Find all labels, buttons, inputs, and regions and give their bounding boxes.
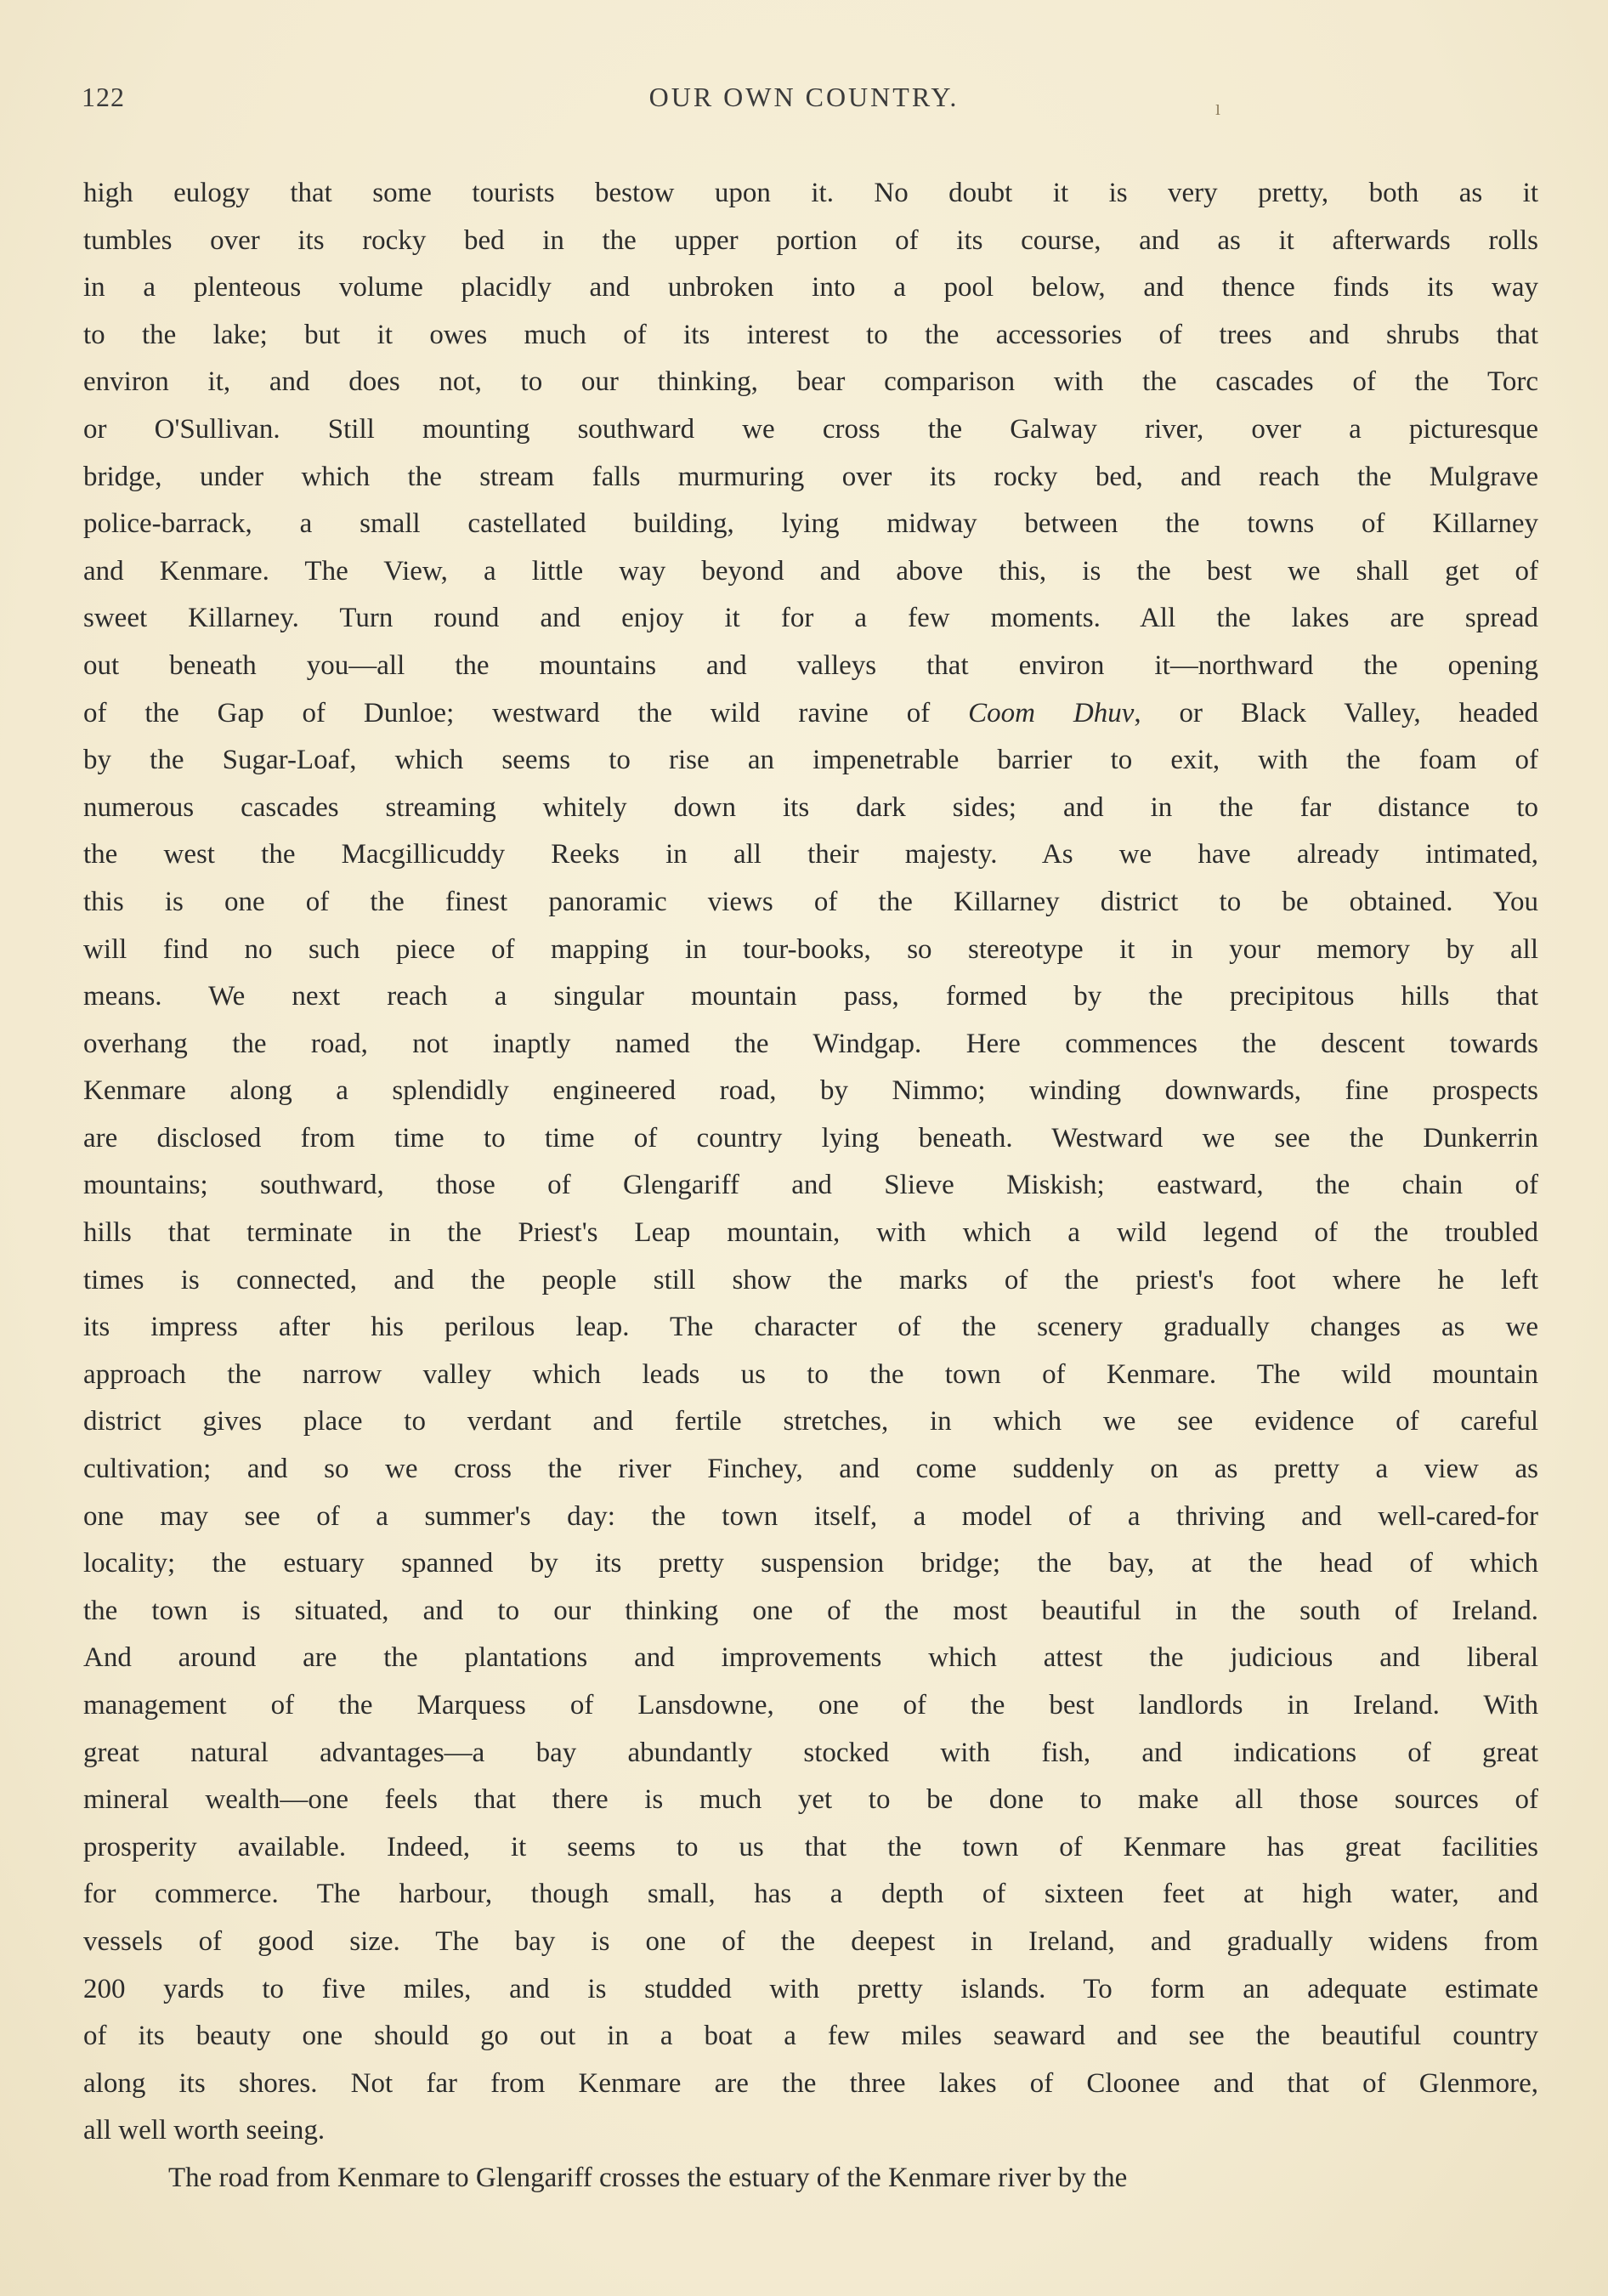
text-line: hills that terminate in the Priest's Leap mountain, with which a wild legend of the troubled: [83, 1217, 1538, 1249]
text-line: Kenmare along a splendidly engineered road, by Nimmo; winding downwards, fine prospects: [83, 1075, 1538, 1107]
text-line: overhang the road, not inaptly named the Windgap. Here commences the descent towards: [83, 1028, 1538, 1059]
text-line: in a plenteous volume placidly and unbroken into a pool below, and thence finds its way: [83, 272, 1538, 303]
text-line: district gives place to verdant and fertile stretches, in which we see evidence of careful: [83, 1406, 1538, 1437]
text-line: police-barrack, a small castellated building, lying midway between the towns of Killarney: [83, 508, 1538, 540]
text-line: the west the Macgillicuddy Reeks in all their majesty. As we have already intimated,: [83, 839, 1538, 870]
text-line: or O'Sullivan. Still mounting southward we cross the Galway river, over a picturesque: [83, 413, 1538, 445]
text-line: out beneath you—all the mountains and valleys that environ it—northward the opening: [83, 649, 1538, 681]
text-line: sweet Killarney. Turn round and enjoy it for a few moments. All the lakes are spread: [83, 603, 1538, 634]
text-line: numerous cascades streaming whitely down its dark sides; and in the far distance to: [83, 791, 1538, 823]
text-line: one may see of a summer's day: the town itself, a model of a thriving and well-cared-for: [83, 1500, 1538, 1532]
text-line: times is connected, and the people still show the marks of the priest's foot where he left: [83, 1264, 1538, 1295]
text-line: vessels of good size. The bay is one of the deepest in Ireland, and gradually widens from: [83, 1925, 1538, 1957]
text-line: for commerce. The harbour, though small, has a depth of sixteen feet at high water, and: [83, 1879, 1538, 1910]
text-line: its impress after his perilous leap. The character of the scenery gradually changes as we: [83, 1312, 1538, 1343]
text-line: mountains; southward, those of Glengariff and Slieve Miskish; eastward, the chain of: [83, 1170, 1538, 1201]
text-line: cultivation; and so we cross the river Finchey, and come suddenly on as pretty a view as: [83, 1454, 1538, 1485]
text-line: this is one of the finest panoramic views of the Killarney district to be obtained. You: [83, 886, 1538, 917]
text-line: by the Sugar-Loaf, which seems to rise an impenetrable barrier to exit, with the foam of: [83, 745, 1538, 776]
text-line: great natural advantages—a bay abundantly stocked with fish, and indications of great: [83, 1737, 1538, 1768]
text-line: tumbles over its rocky bed in the upper portion of its course, and as it afterwards rolls: [83, 224, 1538, 256]
text-line: will find no such piece of mapping in tour-books, so stereotype it in your memory by all: [83, 933, 1538, 965]
running-title: OUR OWN COUNTRY.: [648, 82, 960, 112]
text-line: of its beauty one should go out in a boat a few miles seaward and see the beautiful country: [83, 2021, 1538, 2052]
text-line: bridge, under which the stream falls murmuring over its rocky bed, and reach the Mulgrave: [83, 461, 1538, 492]
text-line: high eulogy that some tourists bestow upon it. No doubt it is very pretty, both as it: [83, 178, 1538, 208]
text-line: approach the narrow valley which leads us to the town of Kenmare. The wild mountain: [83, 1358, 1538, 1390]
text-line: mineral wealth—one feels that there is much yet to be done to make all those sources of: [83, 1784, 1538, 1816]
italic-place-name: Coom Dhuv: [968, 697, 1135, 728]
text-line: and Kenmare. The View, a little way beyond and above this, is the best we shall get of: [83, 555, 1538, 587]
text-line: And around are the plantations and improvements which attest the judicious and liberal: [83, 1642, 1538, 1674]
text-line: 200 yards to five miles, and is studded with pretty islands. To form an adequate estimate: [83, 1973, 1538, 2004]
page-header: [82, 82, 1526, 124]
ink-blemish: ˡ: [1215, 100, 1221, 128]
text-line: are disclosed from time to time of country lying beneath. Westward we see the Dunkerrin: [83, 1122, 1538, 1154]
text-line: means. We next reach a singular mountain pass, formed by the precipitous hills that: [83, 981, 1538, 1012]
text-line: all well worth seeing.: [83, 2115, 326, 2146]
text-line: locality; the estuary spanned by its pretty suspension bridge; the bay, at the head of which: [83, 1548, 1538, 1579]
text-line: along its shores. Not far from Kenmare are the three lakes of Cloonee and that of Glenmore,: [83, 2067, 1538, 2099]
page-number: 122: [82, 82, 125, 112]
text-line: The road from Kenmare to Glengariff crosses the estuary of the Kenmare river by the: [168, 2162, 1128, 2193]
text-line: of the Gap of Dunloe; westward the wild ravine of Coom Dhuv, or Black Valley, headed: [83, 697, 1539, 728]
text-line: the town is situated, and to our thinking one of the most beautiful in the south of Ireland.: [83, 1595, 1538, 1626]
text-line: management of the Marquess of Lansdowne, one of the best landlords in Ireland. With: [83, 1690, 1538, 1721]
text-line: environ it, and does not, to our thinking, bear comparison with the cascades of the Torc: [83, 366, 1538, 398]
body-text: [83, 170, 1538, 2202]
text-line: to the lake; but it owes much of its interest to the accessories of trees and shrubs that: [83, 319, 1538, 350]
text-line: prosperity available. Indeed, it seems to us that the town of Kenmare has great facilities: [83, 1831, 1538, 1862]
